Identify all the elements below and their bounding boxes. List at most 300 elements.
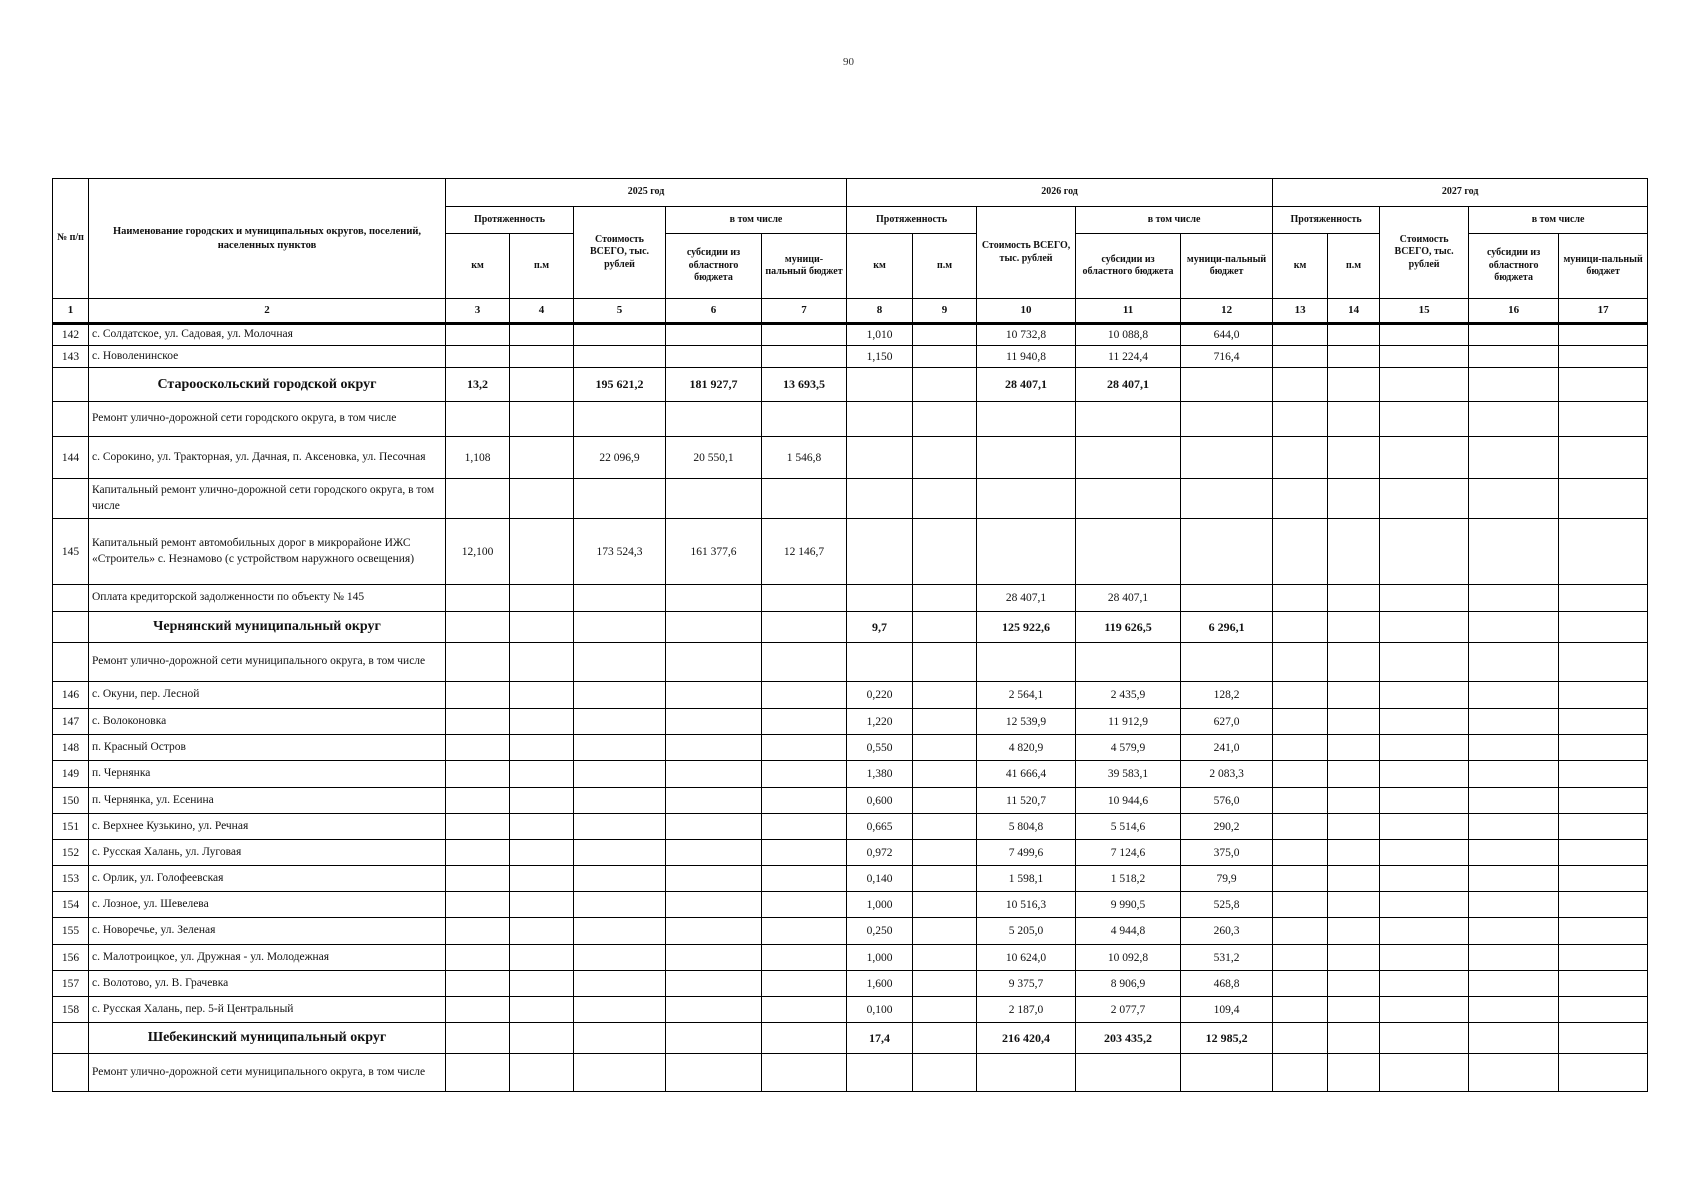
value-cell <box>762 840 847 866</box>
length-header: Протяженность <box>1273 207 1380 234</box>
value-cell <box>446 945 510 971</box>
value-cell <box>1273 682 1328 709</box>
municipal-header: муници-пальный бюджет <box>1181 234 1273 299</box>
district-name: Шебекинский муниципальный округ <box>89 1023 446 1054</box>
value-cell <box>446 840 510 866</box>
value-cell <box>1469 735 1559 761</box>
table-row <box>53 761 1648 788</box>
value-cell: 109,4 <box>1181 997 1273 1023</box>
row-number: 158 <box>53 997 89 1023</box>
value-cell <box>1559 682 1648 709</box>
value-cell <box>1273 519 1328 585</box>
row-name: с. Солдатское, ул. Садовая, ул. Молочная <box>89 324 446 346</box>
value-cell <box>977 479 1076 519</box>
value-cell: 1,600 <box>847 971 913 997</box>
value-cell <box>762 612 847 643</box>
column-number-cell: 1 <box>53 299 89 324</box>
year-2027-header: 2027 год <box>1273 179 1648 207</box>
value-cell <box>1273 368 1328 402</box>
value-cell <box>666 1054 762 1092</box>
km-header: км <box>446 234 510 299</box>
district-row <box>53 368 1648 402</box>
row-name: с. Сорокино, ул. Тракторная, ул. Дачная, п. Аксеновка, ул. Песочная <box>89 437 446 479</box>
value-cell <box>977 402 1076 437</box>
pm-header: п.м <box>510 234 574 299</box>
value-cell <box>1559 945 1648 971</box>
value-cell <box>913 840 977 866</box>
value-cell <box>574 892 666 918</box>
value-cell: 4 944,8 <box>1076 918 1181 945</box>
table-row <box>53 997 1648 1023</box>
value-cell: 7 499,6 <box>977 840 1076 866</box>
value-cell <box>847 585 913 612</box>
value-cell: 7 124,6 <box>1076 840 1181 866</box>
value-cell <box>1469 519 1559 585</box>
value-cell <box>1559 479 1648 519</box>
value-cell <box>1328 866 1380 892</box>
value-cell <box>666 997 762 1023</box>
value-cell <box>1328 346 1380 368</box>
value-cell <box>1328 840 1380 866</box>
value-cell <box>446 324 510 346</box>
value-cell <box>666 945 762 971</box>
row-name: п. Красный Остров <box>89 735 446 761</box>
value-cell: 5 514,6 <box>1076 814 1181 840</box>
value-cell: 716,4 <box>1181 346 1273 368</box>
value-cell: 125 922,6 <box>977 612 1076 643</box>
value-cell: 10 732,8 <box>977 324 1076 346</box>
column-number-cell: 11 <box>1076 299 1181 324</box>
table-row <box>53 918 1648 945</box>
value-cell <box>913 735 977 761</box>
value-cell <box>913 761 977 788</box>
value-cell <box>1328 892 1380 918</box>
value-cell <box>666 814 762 840</box>
value-cell <box>1328 945 1380 971</box>
table-row <box>53 866 1648 892</box>
value-cell <box>913 519 977 585</box>
value-cell <box>666 585 762 612</box>
value-cell: 20 550,1 <box>666 437 762 479</box>
value-cell <box>1380 643 1469 682</box>
row-number: 149 <box>53 761 89 788</box>
value-cell: 11 224,4 <box>1076 346 1181 368</box>
value-cell <box>510 402 574 437</box>
value-cell <box>1181 1054 1273 1092</box>
value-cell <box>1380 892 1469 918</box>
length-header: Протяженность <box>847 207 977 234</box>
value-cell <box>446 735 510 761</box>
value-cell <box>1380 1054 1469 1092</box>
row-number <box>53 1023 89 1054</box>
value-cell <box>666 682 762 709</box>
value-cell <box>510 585 574 612</box>
value-cell <box>1380 346 1469 368</box>
incl-header: в том числе <box>1076 207 1273 234</box>
value-cell <box>1328 682 1380 709</box>
value-cell <box>1181 519 1273 585</box>
value-cell <box>574 346 666 368</box>
value-cell <box>1469 971 1559 997</box>
value-cell: 12 985,2 <box>1181 1023 1273 1054</box>
value-cell: 12,100 <box>446 519 510 585</box>
value-cell <box>1469 997 1559 1023</box>
value-cell <box>1181 479 1273 519</box>
value-cell: 10 088,8 <box>1076 324 1181 346</box>
value-cell <box>1469 612 1559 643</box>
value-cell <box>666 709 762 735</box>
column-number-cell: 15 <box>1380 299 1469 324</box>
value-cell <box>1181 402 1273 437</box>
value-cell: 1,108 <box>446 437 510 479</box>
value-cell: 531,2 <box>1181 945 1273 971</box>
value-cell: 39 583,1 <box>1076 761 1181 788</box>
column-number-cell: 10 <box>977 299 1076 324</box>
year-2026-header: 2026 год <box>847 179 1273 207</box>
value-cell: 0,100 <box>847 997 913 1023</box>
value-cell <box>1273 866 1328 892</box>
value-cell <box>446 1054 510 1092</box>
value-cell: 525,8 <box>1181 892 1273 918</box>
value-cell <box>762 402 847 437</box>
value-cell: 10 516,3 <box>977 892 1076 918</box>
table-row <box>53 437 1648 479</box>
value-cell <box>666 346 762 368</box>
value-cell <box>510 643 574 682</box>
row-number <box>53 643 89 682</box>
value-cell <box>1328 997 1380 1023</box>
value-cell <box>1559 402 1648 437</box>
value-cell: 290,2 <box>1181 814 1273 840</box>
value-cell <box>1559 368 1648 402</box>
value-cell <box>762 814 847 840</box>
value-cell <box>1273 997 1328 1023</box>
value-cell <box>574 840 666 866</box>
column-number-cell: 9 <box>913 299 977 324</box>
value-cell <box>510 612 574 643</box>
value-cell <box>510 788 574 814</box>
table-row <box>53 346 1648 368</box>
value-cell: 12 146,7 <box>762 519 847 585</box>
value-cell: 10 624,0 <box>977 945 1076 971</box>
value-cell <box>666 402 762 437</box>
value-cell <box>510 814 574 840</box>
section-row <box>53 585 1648 612</box>
value-cell <box>1273 892 1328 918</box>
value-cell <box>1273 735 1328 761</box>
value-cell: 0,140 <box>847 866 913 892</box>
value-cell <box>1380 971 1469 997</box>
value-cell <box>762 761 847 788</box>
value-cell: 375,0 <box>1181 840 1273 866</box>
value-cell <box>913 892 977 918</box>
value-cell <box>510 1023 574 1054</box>
value-cell <box>913 402 977 437</box>
value-cell: 203 435,2 <box>1076 1023 1181 1054</box>
value-cell <box>913 1054 977 1092</box>
value-cell <box>1469 585 1559 612</box>
value-cell <box>1076 437 1181 479</box>
incl-header: в том числе <box>1469 207 1648 234</box>
value-cell <box>446 918 510 945</box>
value-cell: 161 377,6 <box>666 519 762 585</box>
value-cell <box>510 971 574 997</box>
value-cell <box>1273 437 1328 479</box>
value-cell <box>446 402 510 437</box>
value-cell <box>1328 479 1380 519</box>
length-header: Протяженность <box>446 207 574 234</box>
value-cell: 22 096,9 <box>574 437 666 479</box>
value-cell: 11 940,8 <box>977 346 1076 368</box>
value-cell <box>762 1054 847 1092</box>
value-cell <box>1469 643 1559 682</box>
value-cell <box>913 346 977 368</box>
value-cell: 10 092,8 <box>1076 945 1181 971</box>
value-cell <box>1380 735 1469 761</box>
value-cell <box>510 324 574 346</box>
value-cell <box>1559 997 1648 1023</box>
value-cell <box>574 814 666 840</box>
row-number: 144 <box>53 437 89 479</box>
value-cell <box>510 519 574 585</box>
column-number-cell: 5 <box>574 299 666 324</box>
row-name: с. Волоконовка <box>89 709 446 735</box>
value-cell <box>1469 761 1559 788</box>
value-cell <box>666 788 762 814</box>
value-cell: 1,220 <box>847 709 913 735</box>
value-cell <box>1273 643 1328 682</box>
value-cell <box>574 1023 666 1054</box>
value-cell <box>1380 479 1469 519</box>
value-cell <box>1273 945 1328 971</box>
column-number-cell: 16 <box>1469 299 1559 324</box>
row-name: Ремонт улично-дорожной сети муниципального округа, в том числе <box>89 1054 446 1092</box>
municipal-header: муници-пальный бюджет <box>1559 234 1648 299</box>
value-cell <box>762 585 847 612</box>
value-cell <box>510 437 574 479</box>
row-number <box>53 1054 89 1092</box>
row-name: п. Чернянка, ул. Есенина <box>89 788 446 814</box>
value-cell <box>913 997 977 1023</box>
value-cell: 9,7 <box>847 612 913 643</box>
value-cell: 216 420,4 <box>977 1023 1076 1054</box>
value-cell <box>510 1054 574 1092</box>
value-cell <box>913 612 977 643</box>
row-number: 154 <box>53 892 89 918</box>
value-cell <box>913 709 977 735</box>
value-cell <box>1273 761 1328 788</box>
value-cell <box>1380 997 1469 1023</box>
value-cell <box>913 324 977 346</box>
table-body <box>53 324 1648 1092</box>
value-cell <box>913 437 977 479</box>
value-cell: 4 579,9 <box>1076 735 1181 761</box>
value-cell <box>1380 585 1469 612</box>
value-cell <box>1273 709 1328 735</box>
value-cell <box>574 402 666 437</box>
value-cell: 28 407,1 <box>1076 368 1181 402</box>
value-cell: 41 666,4 <box>977 761 1076 788</box>
value-cell: 9 375,7 <box>977 971 1076 997</box>
value-cell <box>1380 866 1469 892</box>
value-cell <box>1469 892 1559 918</box>
value-cell <box>1469 324 1559 346</box>
value-cell: 173 524,3 <box>574 519 666 585</box>
value-cell <box>1273 1054 1328 1092</box>
value-cell: 4 820,9 <box>977 735 1076 761</box>
row-number: 142 <box>53 324 89 346</box>
value-cell <box>977 519 1076 585</box>
value-cell <box>574 585 666 612</box>
value-cell: 11 520,7 <box>977 788 1076 814</box>
value-cell <box>1559 761 1648 788</box>
table-row <box>53 814 1648 840</box>
district-name: Старооскольский городской округ <box>89 368 446 402</box>
value-cell <box>1559 918 1648 945</box>
value-cell <box>446 479 510 519</box>
page-number: 90 <box>843 56 854 68</box>
value-cell: 0,550 <box>847 735 913 761</box>
value-cell <box>762 997 847 1023</box>
value-cell <box>510 761 574 788</box>
value-cell <box>574 479 666 519</box>
value-cell <box>446 814 510 840</box>
value-cell <box>1273 840 1328 866</box>
row-number: 148 <box>53 735 89 761</box>
value-cell <box>574 324 666 346</box>
value-cell <box>1380 709 1469 735</box>
value-cell <box>574 643 666 682</box>
table-row <box>53 519 1648 585</box>
table-row <box>53 971 1648 997</box>
value-cell: 9 990,5 <box>1076 892 1181 918</box>
column-number-cell: 2 <box>89 299 446 324</box>
value-cell <box>666 840 762 866</box>
value-cell <box>574 1054 666 1092</box>
value-cell <box>1469 402 1559 437</box>
value-cell <box>1328 519 1380 585</box>
cost-header: Стоимость ВСЕГО, тыс. рублей <box>977 207 1076 299</box>
value-cell <box>1469 368 1559 402</box>
value-cell <box>1559 585 1648 612</box>
value-cell: 241,0 <box>1181 735 1273 761</box>
row-name: Капитальный ремонт автомобильных дорог в микрорайоне ИЖС «Строитель» с. Незнамово (с устройством наружного освещения) <box>89 519 446 585</box>
column-number-cell: 17 <box>1559 299 1648 324</box>
value-cell <box>510 479 574 519</box>
value-cell <box>666 761 762 788</box>
value-cell: 2 435,9 <box>1076 682 1181 709</box>
row-name: Ремонт улично-дорожной сети муниципального округа, в том числе <box>89 643 446 682</box>
table-row <box>53 892 1648 918</box>
roads-table <box>52 178 1648 1092</box>
value-cell <box>1559 519 1648 585</box>
value-cell <box>1328 368 1380 402</box>
value-cell <box>762 324 847 346</box>
table-row <box>53 735 1648 761</box>
value-cell <box>1328 918 1380 945</box>
value-cell <box>1559 840 1648 866</box>
value-cell: 28 407,1 <box>1076 585 1181 612</box>
value-cell <box>574 971 666 997</box>
value-cell <box>913 945 977 971</box>
value-cell <box>1273 788 1328 814</box>
value-cell: 576,0 <box>1181 788 1273 814</box>
value-cell: 1,380 <box>847 761 913 788</box>
value-cell: 5 205,0 <box>977 918 1076 945</box>
row-name: с. Орлик, ул. Голофеевская <box>89 866 446 892</box>
value-cell: 644,0 <box>1181 324 1273 346</box>
value-cell <box>1328 709 1380 735</box>
value-cell: 13,2 <box>446 368 510 402</box>
column-number-cell: 3 <box>446 299 510 324</box>
cost-header: Стоимость ВСЕГО, тыс. рублей <box>1380 207 1469 299</box>
row-name: Ремонт улично-дорожной сети городского округа, в том числе <box>89 402 446 437</box>
value-cell <box>510 735 574 761</box>
row-name: п. Чернянка <box>89 761 446 788</box>
value-cell <box>510 368 574 402</box>
column-number-cell: 13 <box>1273 299 1328 324</box>
value-cell <box>1380 612 1469 643</box>
value-cell <box>847 368 913 402</box>
subsidy-header: субсидии из областного бюджета <box>1076 234 1181 299</box>
value-cell <box>1273 612 1328 643</box>
value-cell <box>913 479 977 519</box>
value-cell <box>666 1023 762 1054</box>
value-cell: 6 296,1 <box>1181 612 1273 643</box>
value-cell: 1 518,2 <box>1076 866 1181 892</box>
value-cell: 2 187,0 <box>977 997 1076 1023</box>
value-cell: 79,9 <box>1181 866 1273 892</box>
value-cell <box>1328 612 1380 643</box>
value-cell <box>1328 324 1380 346</box>
value-cell <box>762 346 847 368</box>
value-cell <box>1328 788 1380 814</box>
row-name: с. Новоленинское <box>89 346 446 368</box>
value-cell <box>666 892 762 918</box>
value-cell <box>847 519 913 585</box>
row-number <box>53 368 89 402</box>
value-cell <box>847 402 913 437</box>
column-number-cell: 12 <box>1181 299 1273 324</box>
value-cell <box>446 612 510 643</box>
value-cell <box>446 971 510 997</box>
value-cell <box>1469 1054 1559 1092</box>
value-cell <box>1469 945 1559 971</box>
row-name: с. Русская Халань, ул. Луговая <box>89 840 446 866</box>
value-cell <box>1559 814 1648 840</box>
incl-header: в том числе <box>666 207 847 234</box>
value-cell <box>1380 814 1469 840</box>
column-number-cell: 8 <box>847 299 913 324</box>
table-row <box>53 840 1648 866</box>
value-cell <box>1181 437 1273 479</box>
value-cell <box>913 814 977 840</box>
district-row <box>53 1023 1648 1054</box>
value-cell <box>1469 437 1559 479</box>
value-cell <box>1469 866 1559 892</box>
row-number: 150 <box>53 788 89 814</box>
value-cell <box>446 346 510 368</box>
value-cell: 468,8 <box>1181 971 1273 997</box>
value-cell <box>913 682 977 709</box>
value-cell <box>574 945 666 971</box>
value-cell <box>1380 761 1469 788</box>
column-number-cell: 14 <box>1328 299 1380 324</box>
row-number <box>53 612 89 643</box>
value-cell <box>1328 761 1380 788</box>
value-cell <box>574 709 666 735</box>
row-number <box>53 585 89 612</box>
